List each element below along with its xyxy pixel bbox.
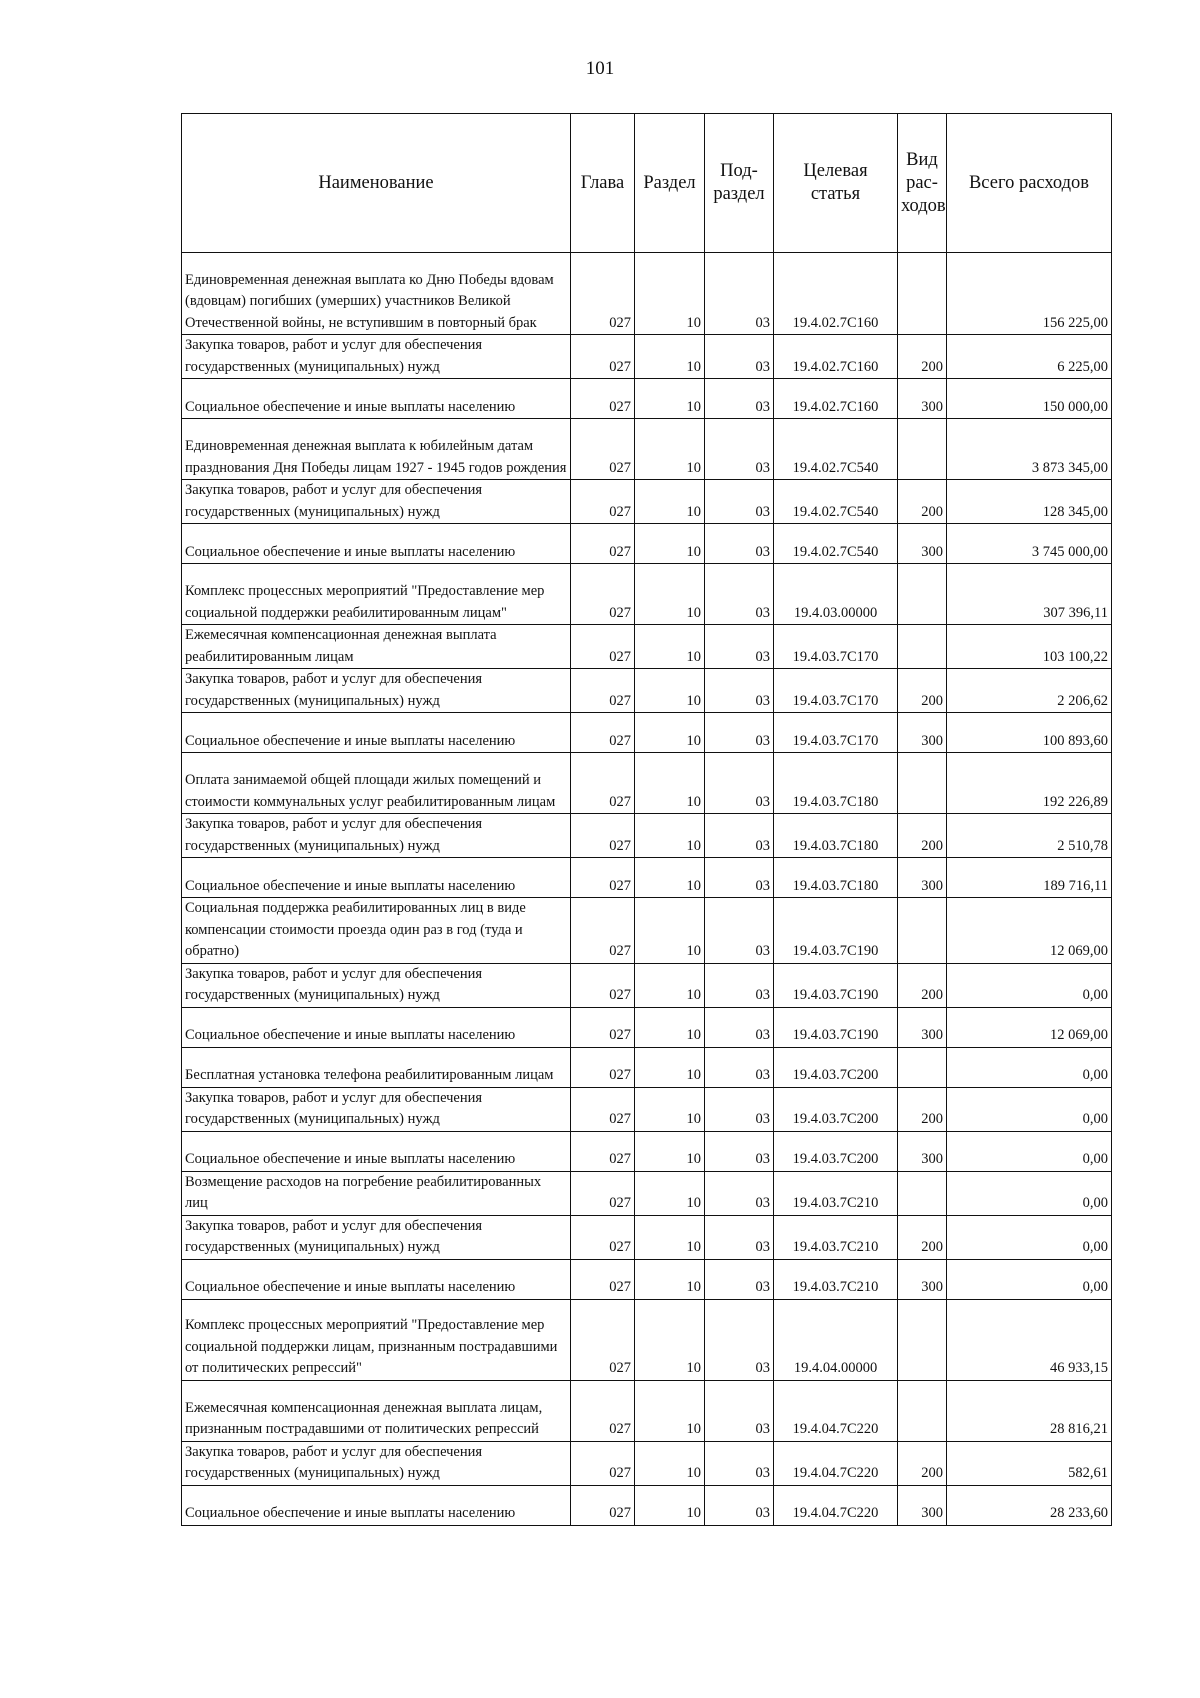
row-total: 0,00 — [947, 1087, 1112, 1131]
table-row — [182, 713, 1112, 753]
row-podrazdel: 03 — [705, 753, 774, 814]
row-razdel: 10 — [635, 1259, 705, 1299]
row-total: 0,00 — [947, 1047, 1112, 1087]
row-glava: 027 — [571, 858, 635, 898]
table-row — [182, 480, 1112, 524]
row-razdel: 10 — [635, 1485, 705, 1525]
row-statya: 19.4.02.7С540 — [774, 419, 898, 480]
row-razdel: 10 — [635, 335, 705, 379]
row-total: 12 069,00 — [947, 898, 1112, 964]
row-name: Социальное обеспечение и иные выплаты населению — [182, 713, 571, 753]
table-row — [182, 1299, 1112, 1380]
table-row — [182, 1171, 1112, 1215]
row-podrazdel: 03 — [705, 1007, 774, 1047]
row-name: Закупка товаров, работ и услуг для обеспечения государственных (муниципальных) нужд — [182, 480, 571, 524]
table-row — [182, 858, 1112, 898]
table-header-row — [182, 114, 1112, 253]
header-razdel: Раздел — [635, 114, 705, 253]
row-total: 128 345,00 — [947, 480, 1112, 524]
row-vid: 200 — [898, 669, 947, 713]
row-statya: 19.4.02.7С160 — [774, 335, 898, 379]
row-razdel: 10 — [635, 669, 705, 713]
row-razdel: 10 — [635, 1299, 705, 1380]
row-vid: 200 — [898, 335, 947, 379]
row-statya: 19.4.02.7С540 — [774, 480, 898, 524]
row-statya: 19.4.03.7С180 — [774, 858, 898, 898]
row-statya: 19.4.03.7С200 — [774, 1087, 898, 1131]
row-total: 2 206,62 — [947, 669, 1112, 713]
row-glava: 027 — [571, 625, 635, 669]
row-vid — [898, 625, 947, 669]
row-name: Единовременная денежная выплата к юбилейным датам празднования Дня Победы лицам 1927 - 1945 годов рождения — [182, 419, 571, 480]
table-row — [182, 1441, 1112, 1485]
row-vid: 200 — [898, 814, 947, 858]
row-total: 189 716,11 — [947, 858, 1112, 898]
row-razdel: 10 — [635, 1215, 705, 1259]
row-glava: 027 — [571, 253, 635, 335]
table-row — [182, 1259, 1112, 1299]
row-total: 103 100,22 — [947, 625, 1112, 669]
row-total: 156 225,00 — [947, 253, 1112, 335]
row-name: Ежемесячная компенсационная денежная выплата реабилитированным лицам — [182, 625, 571, 669]
row-total: 0,00 — [947, 963, 1112, 1007]
table-row — [182, 419, 1112, 480]
row-vid — [898, 419, 947, 480]
row-vid: 200 — [898, 1087, 947, 1131]
row-statya: 19.4.03.7С190 — [774, 898, 898, 964]
row-statya: 19.4.03.7С170 — [774, 713, 898, 753]
table-row — [182, 1047, 1112, 1087]
row-podrazdel: 03 — [705, 524, 774, 564]
row-podrazdel: 03 — [705, 1380, 774, 1441]
row-statya: 19.4.03.7С200 — [774, 1047, 898, 1087]
row-name: Социальное обеспечение и иные выплаты населению — [182, 1485, 571, 1525]
row-name: Возмещение расходов на погребение реабилитированных лиц — [182, 1171, 571, 1215]
row-statya: 19.4.03.7С170 — [774, 625, 898, 669]
row-podrazdel: 03 — [705, 1087, 774, 1131]
header-statya: Целевая статья — [774, 114, 898, 253]
row-razdel: 10 — [635, 713, 705, 753]
row-razdel: 10 — [635, 1441, 705, 1485]
row-total: 6 225,00 — [947, 335, 1112, 379]
row-razdel: 10 — [635, 1380, 705, 1441]
row-glava: 027 — [571, 1299, 635, 1380]
row-glava: 027 — [571, 753, 635, 814]
row-glava: 027 — [571, 480, 635, 524]
row-razdel: 10 — [635, 379, 705, 419]
row-razdel: 10 — [635, 1047, 705, 1087]
row-total: 582,61 — [947, 1441, 1112, 1485]
table-row — [182, 253, 1112, 335]
row-total: 307 396,11 — [947, 564, 1112, 625]
row-razdel: 10 — [635, 480, 705, 524]
row-razdel: 10 — [635, 625, 705, 669]
row-name: Закупка товаров, работ и услуг для обеспечения государственных (муниципальных) нужд — [182, 1215, 571, 1259]
row-razdel: 10 — [635, 1007, 705, 1047]
table-row — [182, 524, 1112, 564]
row-glava: 027 — [571, 1259, 635, 1299]
row-glava: 027 — [571, 1131, 635, 1171]
row-podrazdel: 03 — [705, 625, 774, 669]
row-glava: 027 — [571, 669, 635, 713]
row-vid: 300 — [898, 524, 947, 564]
row-glava: 027 — [571, 379, 635, 419]
row-vid: 200 — [898, 963, 947, 1007]
row-name: Социальное обеспечение и иные выплаты населению — [182, 524, 571, 564]
row-name: Закупка товаров, работ и услуг для обеспечения государственных (муниципальных) нужд — [182, 335, 571, 379]
row-podrazdel: 03 — [705, 480, 774, 524]
row-glava: 027 — [571, 1441, 635, 1485]
row-glava: 027 — [571, 564, 635, 625]
row-glava: 027 — [571, 814, 635, 858]
table-row — [182, 1380, 1112, 1441]
row-statya: 19.4.03.00000 — [774, 564, 898, 625]
row-total: 28 816,21 — [947, 1380, 1112, 1441]
row-name: Комплекс процессных мероприятий "Предоставление мер социальной поддержки реабилитированным лицам" — [182, 564, 571, 625]
row-vid: 300 — [898, 858, 947, 898]
row-name: Единовременная денежная выплата ко Дню Победы вдовам (вдовцам) погибших (умерших) участников Великой Отечественной войны, не вступившим в повторный брак — [182, 253, 571, 335]
table-row — [182, 625, 1112, 669]
row-total: 12 069,00 — [947, 1007, 1112, 1047]
row-name: Социальное обеспечение и иные выплаты населению — [182, 858, 571, 898]
header-vid: Вид рас- ходов — [898, 114, 947, 253]
row-statya: 19.4.03.7С190 — [774, 1007, 898, 1047]
row-podrazdel: 03 — [705, 564, 774, 625]
row-razdel: 10 — [635, 1171, 705, 1215]
row-podrazdel: 03 — [705, 1485, 774, 1525]
row-statya: 19.4.03.7С180 — [774, 814, 898, 858]
row-vid — [898, 253, 947, 335]
row-name: Ежемесячная компенсационная денежная выплата лицам, признанным пострадавшими от политических репрессий — [182, 1380, 571, 1441]
row-name: Бесплатная установка телефона реабилитированным лицам — [182, 1047, 571, 1087]
row-razdel: 10 — [635, 898, 705, 964]
row-name: Социальное обеспечение и иные выплаты населению — [182, 1131, 571, 1171]
row-total: 0,00 — [947, 1215, 1112, 1259]
row-podrazdel: 03 — [705, 1215, 774, 1259]
row-statya: 19.4.03.7С170 — [774, 669, 898, 713]
row-glava: 027 — [571, 1171, 635, 1215]
row-name: Социальное обеспечение и иные выплаты населению — [182, 1259, 571, 1299]
row-podrazdel: 03 — [705, 335, 774, 379]
row-statya: 19.4.03.7С190 — [774, 963, 898, 1007]
row-name: Закупка товаров, работ и услуг для обеспечения государственных (муниципальных) нужд — [182, 1441, 571, 1485]
row-total: 150 000,00 — [947, 379, 1112, 419]
row-podrazdel: 03 — [705, 1441, 774, 1485]
row-glava: 027 — [571, 1215, 635, 1259]
table-row — [182, 335, 1112, 379]
row-razdel: 10 — [635, 753, 705, 814]
row-total: 46 933,15 — [947, 1299, 1112, 1380]
row-vid — [898, 1047, 947, 1087]
row-razdel: 10 — [635, 1087, 705, 1131]
row-vid: 200 — [898, 1215, 947, 1259]
row-podrazdel: 03 — [705, 963, 774, 1007]
row-statya: 19.4.04.7С220 — [774, 1485, 898, 1525]
row-podrazdel: 03 — [705, 1131, 774, 1171]
row-vid: 200 — [898, 480, 947, 524]
table-row — [182, 669, 1112, 713]
row-statya: 19.4.04.7С220 — [774, 1380, 898, 1441]
row-glava: 027 — [571, 1007, 635, 1047]
table-row — [182, 898, 1112, 964]
row-podrazdel: 03 — [705, 1259, 774, 1299]
table-row — [182, 753, 1112, 814]
row-podrazdel: 03 — [705, 713, 774, 753]
table-row — [182, 814, 1112, 858]
row-name: Закупка товаров, работ и услуг для обеспечения государственных (муниципальных) нужд — [182, 1087, 571, 1131]
row-statya: 19.4.03.7С200 — [774, 1131, 898, 1171]
row-statya: 19.4.02.7С160 — [774, 253, 898, 335]
table-row — [182, 1131, 1112, 1171]
row-statya: 19.4.02.7С540 — [774, 524, 898, 564]
row-name: Социальная поддержка реабилитированных лиц в виде компенсации стоимости проезда один раз в год (туда и обратно) — [182, 898, 571, 964]
row-statya: 19.4.03.7С210 — [774, 1259, 898, 1299]
row-podrazdel: 03 — [705, 1171, 774, 1215]
row-total: 192 226,89 — [947, 753, 1112, 814]
row-podrazdel: 03 — [705, 253, 774, 335]
row-name: Закупка товаров, работ и услуг для обеспечения государственных (муниципальных) нужд — [182, 669, 571, 713]
table-row — [182, 564, 1112, 625]
row-vid: 300 — [898, 1259, 947, 1299]
table-row — [182, 379, 1112, 419]
row-statya: 19.4.04.7С220 — [774, 1441, 898, 1485]
row-statya: 19.4.03.7С210 — [774, 1215, 898, 1259]
table-row — [182, 1485, 1112, 1525]
row-total: 28 233,60 — [947, 1485, 1112, 1525]
table-row — [182, 963, 1112, 1007]
row-podrazdel: 03 — [705, 1299, 774, 1380]
row-vid: 300 — [898, 1485, 947, 1525]
row-vid — [898, 1171, 947, 1215]
row-glava: 027 — [571, 963, 635, 1007]
row-statya: 19.4.02.7С160 — [774, 379, 898, 419]
row-podrazdel: 03 — [705, 898, 774, 964]
row-vid: 300 — [898, 1007, 947, 1047]
table-row — [182, 1007, 1112, 1047]
row-total: 0,00 — [947, 1259, 1112, 1299]
row-total: 3 873 345,00 — [947, 419, 1112, 480]
row-total: 0,00 — [947, 1131, 1112, 1171]
header-name: Наименование — [182, 114, 571, 253]
page-number: 101 — [585, 58, 615, 79]
row-name: Закупка товаров, работ и услуг для обеспечения государственных (муниципальных) нужд — [182, 963, 571, 1007]
row-total: 0,00 — [947, 1171, 1112, 1215]
row-razdel: 10 — [635, 419, 705, 480]
row-vid — [898, 1299, 947, 1380]
row-glava: 027 — [571, 1047, 635, 1087]
row-vid: 300 — [898, 379, 947, 419]
row-name: Комплекс процессных мероприятий "Предоставление мер социальной поддержки лицам, признанным пострадавшими от политических репрессий" — [182, 1299, 571, 1380]
row-vid: 300 — [898, 713, 947, 753]
row-name: Закупка товаров, работ и услуг для обеспечения государственных (муниципальных) нужд — [182, 814, 571, 858]
row-glava: 027 — [571, 419, 635, 480]
row-razdel: 10 — [635, 858, 705, 898]
row-glava: 027 — [571, 1380, 635, 1441]
row-razdel: 10 — [635, 814, 705, 858]
row-statya: 19.4.03.7С210 — [774, 1171, 898, 1215]
row-glava: 027 — [571, 713, 635, 753]
row-razdel: 10 — [635, 253, 705, 335]
row-total: 2 510,78 — [947, 814, 1112, 858]
row-podrazdel: 03 — [705, 858, 774, 898]
row-name: Социальное обеспечение и иные выплаты населению — [182, 1007, 571, 1047]
row-razdel: 10 — [635, 1131, 705, 1171]
row-razdel: 10 — [635, 963, 705, 1007]
row-glava: 027 — [571, 1485, 635, 1525]
table-row — [182, 1087, 1112, 1131]
header-podrazdel: Под- раздел — [705, 114, 774, 253]
row-vid — [898, 564, 947, 625]
row-name: Социальное обеспечение и иные выплаты населению — [182, 379, 571, 419]
row-glava: 027 — [571, 524, 635, 564]
header-total: Всего расходов — [947, 114, 1112, 253]
row-vid — [898, 898, 947, 964]
budget-table — [181, 113, 1112, 1526]
row-vid: 200 — [898, 1441, 947, 1485]
table-body — [182, 253, 1112, 1526]
row-glava: 027 — [571, 335, 635, 379]
row-glava: 027 — [571, 1087, 635, 1131]
row-razdel: 10 — [635, 524, 705, 564]
row-vid: 300 — [898, 1131, 947, 1171]
row-total: 3 745 000,00 — [947, 524, 1112, 564]
header-glava: Глава — [571, 114, 635, 253]
row-statya: 19.4.03.7С180 — [774, 753, 898, 814]
row-razdel: 10 — [635, 564, 705, 625]
row-statya: 19.4.04.00000 — [774, 1299, 898, 1380]
row-vid — [898, 753, 947, 814]
row-podrazdel: 03 — [705, 379, 774, 419]
row-podrazdel: 03 — [705, 419, 774, 480]
row-podrazdel: 03 — [705, 669, 774, 713]
row-podrazdel: 03 — [705, 1047, 774, 1087]
row-vid — [898, 1380, 947, 1441]
row-podrazdel: 03 — [705, 814, 774, 858]
row-glava: 027 — [571, 898, 635, 964]
row-total: 100 893,60 — [947, 713, 1112, 753]
table-row — [182, 1215, 1112, 1259]
row-name: Оплата занимаемой общей площади жилых помещений и стоимости коммунальных услуг реабилитированным лицам — [182, 753, 571, 814]
